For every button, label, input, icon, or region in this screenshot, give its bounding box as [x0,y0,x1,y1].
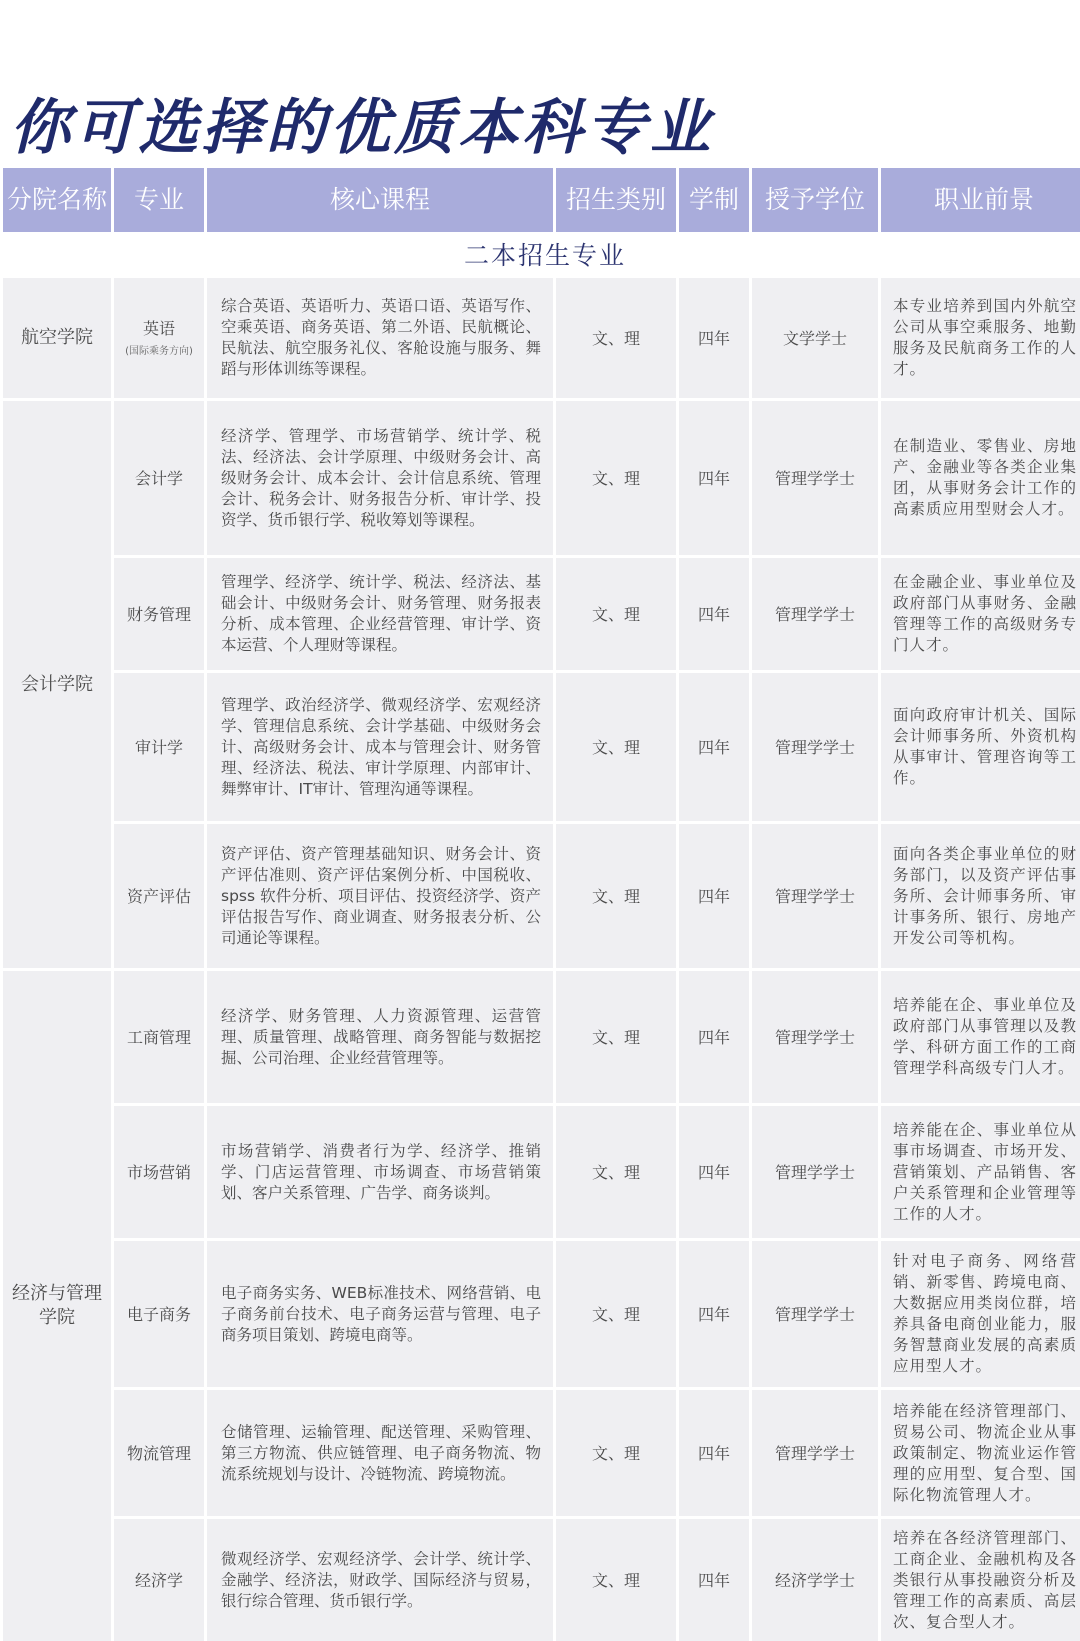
career-cell: 培养能在企、事业单位从事市场调查、市场开发、营销策划、产品销售、客户关系管理和企业管理等工作的人才。 [881,1106,1080,1238]
header-years: 学制 [679,168,749,232]
major-cell: 会计学 [114,401,204,555]
header-courses: 核心课程 [207,168,553,232]
courses-cell: 资产评估、资产管理基础知识、财务会计、资产评估准则、资产评估案例分析、中国税收、spss 软件分析、项目评估、投资经济学、资产评估报告写作、商业调查、财务报表分析、公司通论等课程。 [207,824,553,968]
major-cell: 经济学 [114,1519,204,1641]
years-cell: 四年 [679,971,749,1103]
section-title: 二本招生专业 [3,235,1080,275]
college-aviation: 航空学院 [3,278,111,398]
category-cell: 文、理 [556,824,676,968]
major-cell: 工商管理 [114,971,204,1103]
years-cell: 四年 [679,673,749,821]
courses-cell: 综合英语、英语听力、英语口语、英语写作、空乘英语、商务英语、第二外语、民航概论、民航法、航空服务礼仪、客舱设施与服务、舞蹈与形体训练等课程。 [207,278,553,398]
major-cell: 审计学 [114,673,204,821]
header-college: 分院名称 [3,168,111,232]
courses-cell: 管理学、经济学、统计学、税法、经济法、基础会计、中级财务会计、财务管理、财务报表分析、成本管理、企业经营管理、审计学、资本运营、个人理财等课程。 [207,558,553,670]
majors-table [3,168,1080,1641]
major-cell: 财务管理 [114,558,204,670]
courses-cell: 管理学、政治经济学、微观经济学、宏观经济学、管理信息系统、会计学基础、中级财务会计、高级财务会计、成本与管理会计、财务管理、经济法、税法、审计学原理、内部审计、舞弊审计、IT审计、管理沟通等课程。 [207,673,553,821]
category-cell: 文、理 [556,1241,676,1387]
degree-cell: 管理学学士 [752,971,878,1103]
years-cell: 四年 [679,1390,749,1516]
courses-cell: 经济学、管理学、市场营销学、统计学、税法、经济法、会计学原理、中级财务会计、高级财务会计、成本会计、会计信息系统、管理会计、税务会计、财务报告分析、审计学、投资学、货币银行学、税收筹划等课程。 [207,401,553,555]
courses-cell: 市场营销学、消费者行为学、经济学、推销学、门店运营管理、市场调查、市场营销策划、客户关系管理、广告学、商务谈判。 [207,1106,553,1238]
college-economics-management: 经济与管理学院 [3,971,111,1641]
years-cell: 四年 [679,1106,749,1238]
years-cell: 四年 [679,278,749,398]
degree-cell: 管理学学士 [752,1390,878,1516]
degree-cell: 管理学学士 [752,401,878,555]
category-cell: 文、理 [556,1390,676,1516]
degree-cell: 管理学学士 [752,1241,878,1387]
degree-cell: 管理学学士 [752,824,878,968]
career-cell: 在制造业、零售业、房地产、金融业等各类企业集团，从事财务会计工作的高素质应用型财会人才。 [881,401,1080,555]
degree-cell: 经济学学士 [752,1519,878,1641]
major-name: 英语 [142,318,175,338]
major-cell [114,278,204,398]
courses-cell: 仓储管理、运输管理、配送管理、采购管理、第三方物流、供应链管理、电子商务物流、物流系统规划与设计、冷链物流、跨境物流。 [207,1390,553,1516]
major-cell: 电子商务 [114,1241,204,1387]
college-accounting: 会计学院 [3,401,111,968]
career-cell: 针对电子商务、网络营销、新零售、跨境电商、大数据应用类岗位群，培养具备电商创业能力，服务智慧商业发展的高素质应用型人才。 [881,1241,1080,1387]
category-cell: 文、理 [556,971,676,1103]
category-cell: 文、理 [556,1106,676,1238]
years-cell: 四年 [679,401,749,555]
category-cell: 文、理 [556,673,676,821]
header-degree: 授予学位 [752,168,878,232]
major-note: (国际乘务方向) [125,345,193,357]
major-cell: 市场营销 [114,1106,204,1238]
years-cell: 四年 [679,824,749,968]
category-cell: 文、理 [556,1519,676,1641]
header-career: 职业前景 [881,168,1080,232]
header-category: 招生类别 [556,168,676,232]
category-cell: 文、理 [556,401,676,555]
category-cell: 文、理 [556,558,676,670]
major-cell: 资产评估 [114,824,204,968]
category-cell: 文、理 [556,278,676,398]
career-cell: 在金融企业、事业单位及政府部门从事财务、金融管理等工作的高级财务专门人才。 [881,558,1080,670]
courses-cell: 微观经济学、宏观经济学、会计学、统计学、金融学、经济法，财政学、国际经济与贸易，银行综合管理、货币银行学。 [207,1519,553,1641]
career-cell: 面向各类企事业单位的财务部门，以及资产评估事务所、会计师事务所、审计事务所、银行、房地产开发公司等机构。 [881,824,1080,968]
career-cell: 培养能在经济管理部门、贸易公司、物流企业从事政策制定、物流业运作管理的应用型、复合型、国际化物流管理人才。 [881,1390,1080,1516]
degree-cell: 文学学士 [752,278,878,398]
years-cell: 四年 [679,1519,749,1641]
career-cell: 本专业培养到国内外航空公司从事空乘服务、地勤服务及民航商务工作的人才。 [881,278,1080,398]
career-cell: 面向政府审计机关、国际会计师事务所、外资机构从事审计、管理咨询等工作。 [881,673,1080,821]
courses-cell: 经济学、财务管理、人力资源管理、运营管理、质量管理、战略管理、商务智能与数据挖掘、公司治理、企业经营管理等。 [207,971,553,1103]
page-title: 你可选择的优质本科专业 [10,93,714,163]
major-cell: 物流管理 [114,1390,204,1516]
degree-cell: 管理学学士 [752,673,878,821]
career-cell: 培养在各经济管理部门、工商企业、金融机构及各类银行从事投融资分析及管理工作的高素质、高层次、复合型人才。 [881,1519,1080,1641]
courses-cell: 电子商务实务、WEB标准技术、网络营销、电子商务前台技术、电子商务运营与管理、电子商务项目策划、跨境电商等。 [207,1241,553,1387]
degree-cell: 管理学学士 [752,558,878,670]
career-cell: 培养能在企、事业单位及政府部门从事管理以及教学、科研方面工作的工商管理学科高级专门人才。 [881,971,1080,1103]
years-cell: 四年 [679,558,749,670]
header-major: 专业 [114,168,204,232]
degree-cell: 管理学学士 [752,1106,878,1238]
years-cell: 四年 [679,1241,749,1387]
